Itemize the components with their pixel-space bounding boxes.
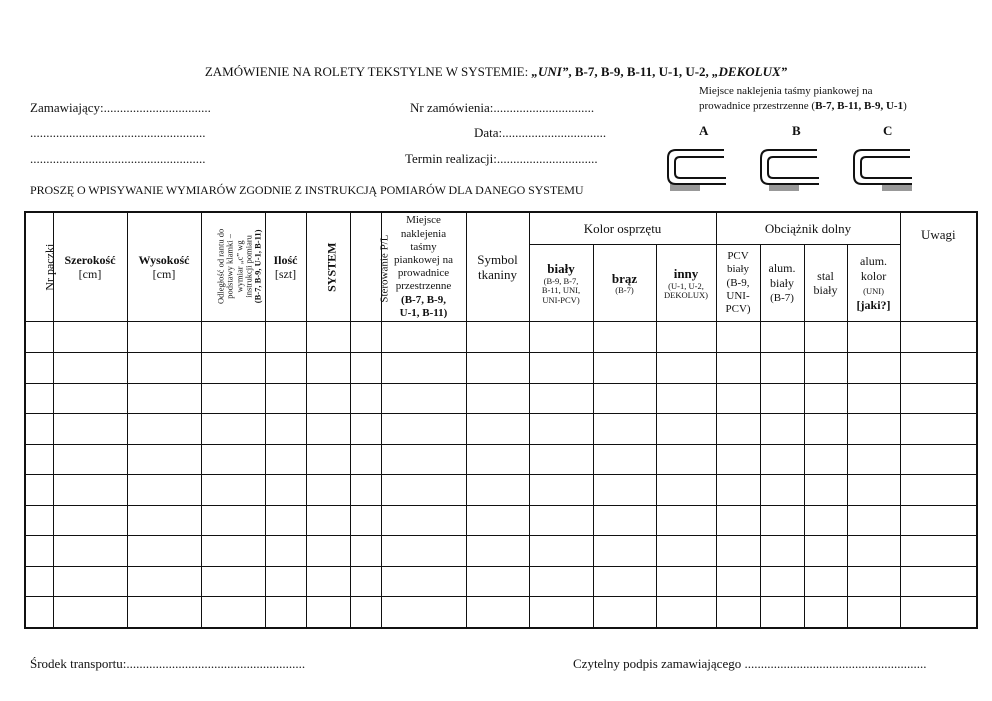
col-miejsce: Miejsce naklejenia taśmy piankowej na prowadnice przestrzenne (B-7, B-9, U-1, B-11) — [381, 212, 466, 322]
table-cell[interactable] — [466, 322, 529, 353]
table-cell[interactable] — [127, 475, 201, 506]
table-cell[interactable] — [593, 444, 656, 475]
table-cell[interactable] — [381, 322, 466, 353]
group-kolor-osprzetu: Kolor osprzętu — [529, 212, 716, 245]
table-cell[interactable] — [127, 414, 201, 445]
table-cell[interactable] — [127, 353, 201, 384]
table-row — [25, 505, 977, 536]
table-cell[interactable] — [847, 597, 900, 628]
table-cell[interactable] — [201, 536, 265, 567]
table-cell[interactable] — [306, 566, 350, 597]
table-cell[interactable] — [847, 414, 900, 445]
table-cell[interactable] — [760, 414, 804, 445]
table-cell[interactable] — [529, 475, 593, 506]
group-obciaznik: Obciążnik dolny — [716, 212, 900, 245]
table-cell[interactable] — [529, 505, 593, 536]
table-cell[interactable] — [25, 597, 53, 628]
table-cell[interactable] — [127, 383, 201, 414]
table-cell[interactable] — [760, 383, 804, 414]
table-cell[interactable] — [201, 566, 265, 597]
table-cell[interactable] — [804, 414, 847, 445]
table-cell[interactable] — [847, 383, 900, 414]
col-inny: inny (U-1, U-2, DEKOLUX) — [656, 245, 716, 322]
table-cell[interactable] — [529, 322, 593, 353]
table-cell[interactable] — [900, 536, 977, 567]
table-cell[interactable] — [381, 414, 466, 445]
form-title: ZAMÓWIENIE NA ROLETY TEKSTYLNE W SYSTEMIE: „UNI”, B-7, B-9, B-11, U-1, U-2, „DEKOLUX” — [204, 64, 788, 79]
table-cell[interactable] — [127, 444, 201, 475]
table-row — [25, 353, 977, 384]
table-cell[interactable] — [265, 322, 306, 353]
table-cell[interactable] — [900, 322, 977, 353]
order-table — [24, 211, 978, 629]
profile-b-icon — [757, 146, 825, 194]
table-cell[interactable] — [127, 536, 201, 567]
table-row — [25, 475, 977, 506]
col-alum-bialy: alum. biały (B-7) — [760, 245, 804, 322]
table-cell[interactable] — [25, 383, 53, 414]
table-cell[interactable] — [53, 475, 127, 506]
table-cell[interactable] — [656, 597, 716, 628]
table-cell[interactable] — [716, 353, 760, 384]
table-cell[interactable] — [306, 444, 350, 475]
table-cell[interactable] — [900, 414, 977, 445]
table-cell[interactable] — [593, 536, 656, 567]
table-row — [25, 414, 977, 445]
table-cell[interactable] — [306, 414, 350, 445]
table-cell[interactable] — [201, 383, 265, 414]
table-cell[interactable] — [716, 444, 760, 475]
table-cell[interactable] — [716, 505, 760, 536]
table-cell[interactable] — [466, 597, 529, 628]
table-cell[interactable] — [53, 353, 127, 384]
title-uni: „UNI” — [531, 64, 569, 79]
table-cell[interactable] — [716, 383, 760, 414]
table-cell[interactable] — [656, 353, 716, 384]
table-cell[interactable] — [350, 322, 381, 353]
table-cell[interactable] — [265, 414, 306, 445]
col-stal: stal biały — [804, 245, 847, 322]
profile-label-c: C — [883, 123, 893, 138]
col-sterowanie: Sterowanie P/L — [350, 212, 381, 322]
table-cell[interactable] — [593, 566, 656, 597]
table-cell[interactable] — [900, 475, 977, 506]
table-cell[interactable] — [760, 597, 804, 628]
table-cell[interactable] — [593, 505, 656, 536]
table-cell[interactable] — [900, 383, 977, 414]
table-row — [25, 383, 977, 414]
col-wysokosc: Wysokość [cm] — [127, 212, 201, 322]
table-cell[interactable] — [306, 536, 350, 567]
table-cell[interactable] — [381, 536, 466, 567]
table-cell[interactable] — [529, 353, 593, 384]
table-cell[interactable] — [350, 475, 381, 506]
table-cell[interactable] — [593, 383, 656, 414]
table-cell[interactable] — [381, 566, 466, 597]
table-cell[interactable] — [381, 597, 466, 628]
termin-field[interactable]: Termin realizacji:............................... — [405, 151, 598, 166]
table-cell[interactable] — [127, 566, 201, 597]
table-cell[interactable] — [381, 505, 466, 536]
table-cell[interactable] — [760, 353, 804, 384]
profile-c-icon — [850, 146, 918, 194]
col-symbol: Symbol tkaniny — [466, 212, 529, 322]
table-cell[interactable] — [900, 444, 977, 475]
table-cell[interactable] — [900, 353, 977, 384]
col-uwagi: Uwagi — [900, 212, 977, 322]
table-body — [25, 322, 977, 628]
zamawiajacy-field[interactable]: Zamawiający:................................. — [30, 100, 211, 115]
tape-note-line1: Miejsce naklejenia taśmy piankowej na — [699, 85, 873, 97]
table-cell[interactable] — [656, 475, 716, 506]
col-braz: brąz (B-7) — [593, 245, 656, 322]
table-cell[interactable] — [529, 383, 593, 414]
table-cell[interactable] — [847, 444, 900, 475]
table-cell[interactable] — [381, 444, 466, 475]
tape-note-line2: prowadnice przestrzenne (B-7, B-11, B-9, U-1) — [699, 100, 907, 112]
profile-a-icon — [664, 146, 732, 194]
table-cell[interactable] — [350, 353, 381, 384]
table-cell[interactable] — [265, 505, 306, 536]
table-cell[interactable] — [593, 353, 656, 384]
table-cell[interactable] — [847, 475, 900, 506]
table-cell[interactable] — [466, 536, 529, 567]
table-cell[interactable] — [716, 414, 760, 445]
signature-field[interactable]: Czytelny podpis zamawiającego ........................................................ — [573, 656, 927, 671]
table-cell[interactable] — [306, 353, 350, 384]
table-cell[interactable] — [466, 414, 529, 445]
table-cell[interactable] — [804, 353, 847, 384]
table-cell[interactable] — [350, 566, 381, 597]
table-cell[interactable] — [201, 505, 265, 536]
address-line-2[interactable]: ...................................................... — [30, 151, 206, 166]
table-cell[interactable] — [53, 505, 127, 536]
table-cell[interactable] — [25, 566, 53, 597]
table-cell[interactable] — [53, 414, 127, 445]
table-cell[interactable] — [350, 414, 381, 445]
instruction-text: PROSZĘ O WPISYWANIE WYMIARÓW ZGODNIE Z INSTRUKCJĄ POMIARÓW DLA DANEGO SYSTEMU — [30, 183, 584, 197]
table-cell[interactable] — [804, 475, 847, 506]
col-alum-kolor: alum. kolor (UNI) [jaki?] — [847, 245, 900, 322]
table-cell[interactable] — [265, 536, 306, 567]
table-cell[interactable] — [265, 383, 306, 414]
table-cell[interactable] — [25, 444, 53, 475]
table-row — [25, 597, 977, 628]
table-cell[interactable] — [804, 383, 847, 414]
table-cell[interactable] — [760, 505, 804, 536]
table-cell[interactable] — [529, 414, 593, 445]
table-cell[interactable] — [593, 414, 656, 445]
table-cell[interactable] — [53, 383, 127, 414]
table-cell[interactable] — [716, 475, 760, 506]
col-szerokosc: Szerokość [cm] — [53, 212, 127, 322]
table-cell[interactable] — [53, 566, 127, 597]
table-cell[interactable] — [25, 414, 53, 445]
table-cell[interactable] — [716, 597, 760, 628]
table-cell[interactable] — [350, 505, 381, 536]
table-cell[interactable] — [306, 597, 350, 628]
table-cell[interactable] — [760, 475, 804, 506]
table-cell[interactable] — [265, 566, 306, 597]
table-cell[interactable] — [656, 444, 716, 475]
table-row — [25, 322, 977, 353]
table-row — [25, 444, 977, 475]
table-cell[interactable] — [593, 597, 656, 628]
table-cell[interactable] — [265, 597, 306, 628]
table-cell[interactable] — [804, 444, 847, 475]
table-cell[interactable] — [201, 414, 265, 445]
table-cell[interactable] — [804, 597, 847, 628]
data-field[interactable]: Data:................................ — [474, 125, 607, 140]
table-cell[interactable] — [381, 353, 466, 384]
table-cell[interactable] — [900, 505, 977, 536]
table-cell[interactable] — [350, 444, 381, 475]
table-cell[interactable] — [127, 322, 201, 353]
table-cell[interactable] — [760, 322, 804, 353]
table-cell[interactable] — [306, 505, 350, 536]
table-cell[interactable] — [127, 505, 201, 536]
table-cell[interactable] — [847, 353, 900, 384]
table-cell[interactable] — [306, 322, 350, 353]
table-cell[interactable] — [265, 353, 306, 384]
table-cell[interactable] — [656, 536, 716, 567]
table-cell[interactable] — [201, 444, 265, 475]
table-cell[interactable] — [847, 505, 900, 536]
profile-label-a: A — [699, 123, 709, 138]
table-cell[interactable] — [381, 383, 466, 414]
nr-zamowienia-field[interactable]: Nr zamówienia:............................... — [410, 100, 595, 115]
table-cell[interactable] — [593, 475, 656, 506]
col-odleglosc: Odległość od rantu do podstawy klamki – wymiar „c” wg instrukcji pomiaru (B-7, B-9, U-1, B-11) — [201, 212, 265, 322]
table-cell[interactable] — [53, 322, 127, 353]
table-cell[interactable] — [804, 566, 847, 597]
table-cell[interactable] — [900, 566, 977, 597]
table-cell[interactable] — [201, 353, 265, 384]
table-cell[interactable] — [306, 475, 350, 506]
table-cell[interactable] — [656, 505, 716, 536]
table-cell[interactable] — [53, 597, 127, 628]
title-dekolux: „DEKOLUX” — [712, 64, 788, 79]
transport-field[interactable]: Środek transportu:....................................................... — [30, 656, 306, 671]
table-cell[interactable] — [201, 475, 265, 506]
table-cell[interactable] — [350, 536, 381, 567]
table-cell[interactable] — [201, 322, 265, 353]
col-pcv: PCV biały (B-9, UNI- PCV) — [716, 245, 760, 322]
table-cell[interactable] — [201, 597, 265, 628]
table-cell[interactable] — [656, 383, 716, 414]
col-system: SYSTEM — [306, 212, 350, 322]
col-bialy: biały (B-9, B-7, B-11, UNI, UNI-PCV) — [529, 245, 593, 322]
title-mid: , B-7, B-9, B-11, U-1, U-2, — [568, 64, 713, 79]
table-cell[interactable] — [529, 597, 593, 628]
table-cell[interactable] — [466, 566, 529, 597]
table-cell[interactable] — [265, 444, 306, 475]
table-cell[interactable] — [53, 536, 127, 567]
table-cell[interactable] — [847, 566, 900, 597]
table-cell[interactable] — [466, 505, 529, 536]
table-cell[interactable] — [53, 444, 127, 475]
table-cell[interactable] — [760, 536, 804, 567]
table-cell[interactable] — [306, 383, 350, 414]
table-cell[interactable] — [466, 475, 529, 506]
table-cell[interactable] — [350, 597, 381, 628]
table-cell[interactable] — [25, 536, 53, 567]
col-nr-paczki: Nr paczki — [25, 212, 53, 322]
table-cell[interactable] — [25, 475, 53, 506]
table-cell[interactable] — [804, 536, 847, 567]
table-cell[interactable] — [350, 383, 381, 414]
table-cell[interactable] — [760, 444, 804, 475]
table-cell[interactable] — [760, 566, 804, 597]
table-cell[interactable] — [25, 322, 53, 353]
table-cell[interactable] — [716, 566, 760, 597]
table-cell[interactable] — [529, 444, 593, 475]
col-ilosc: Ilość [szt] — [265, 212, 306, 322]
profile-label-b: B — [792, 123, 801, 138]
table-cell[interactable] — [847, 536, 900, 567]
table-cell[interactable] — [716, 322, 760, 353]
table-cell[interactable] — [466, 383, 529, 414]
table-cell[interactable] — [127, 597, 201, 628]
table-cell[interactable] — [804, 505, 847, 536]
table-cell[interactable] — [656, 322, 716, 353]
table-cell[interactable] — [716, 536, 760, 567]
table-cell[interactable] — [25, 353, 53, 384]
table-cell[interactable] — [466, 444, 529, 475]
table-cell[interactable] — [529, 536, 593, 567]
table-cell[interactable] — [656, 414, 716, 445]
table-cell[interactable] — [656, 566, 716, 597]
address-line-1[interactable]: ...................................................... — [30, 125, 206, 140]
table-cell[interactable] — [847, 322, 900, 353]
table-cell[interactable] — [529, 566, 593, 597]
table-cell[interactable] — [593, 322, 656, 353]
table-cell[interactable] — [25, 505, 53, 536]
table-cell[interactable] — [900, 597, 977, 628]
table-cell[interactable] — [466, 353, 529, 384]
table-row — [25, 536, 977, 567]
table-cell[interactable] — [804, 322, 847, 353]
table-cell[interactable] — [265, 475, 306, 506]
table-row — [25, 566, 977, 597]
table-cell[interactable] — [381, 475, 466, 506]
